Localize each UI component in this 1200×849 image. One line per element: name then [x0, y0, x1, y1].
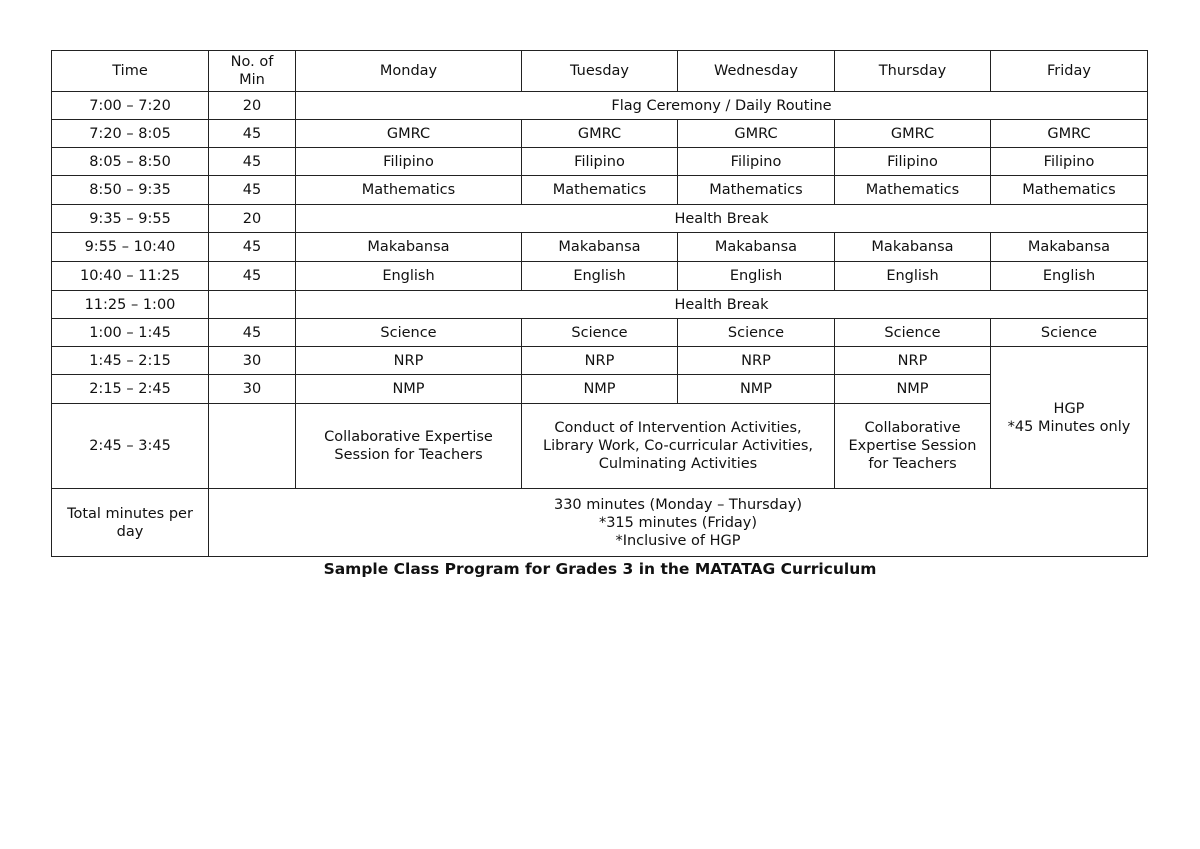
minutes-cell: 30	[209, 375, 296, 404]
text-line: HGP	[1053, 400, 1085, 417]
subject-cell: English	[991, 262, 1148, 291]
subject-cell: Mathematics	[835, 176, 991, 205]
subject-cell: GMRC	[522, 120, 678, 148]
subject-cell: Mathematics	[678, 176, 835, 205]
text-line: Total minutes per	[67, 505, 193, 522]
text-line: *45 Minutes only	[1007, 418, 1131, 435]
subject-cell: GMRC	[296, 120, 522, 148]
subject-cell: Makabansa	[991, 233, 1148, 262]
time-cell: 10:40 – 11:25	[52, 262, 209, 291]
intervention-activities-cell	[522, 404, 835, 489]
text-line: Min	[239, 72, 265, 88]
text-line: Thursday	[878, 63, 947, 79]
subject-cell: Makabansa	[522, 233, 678, 262]
minutes-cell: 45	[209, 262, 296, 291]
header-min	[209, 51, 296, 92]
minutes-cell: 45	[209, 176, 296, 205]
text-line: Session for Teachers	[334, 447, 483, 463]
header-tuesday	[522, 51, 678, 92]
total-label-cell	[52, 489, 209, 557]
text-line: day	[116, 523, 144, 540]
subject-cell: NRP	[522, 347, 678, 375]
subject-cell: Science	[522, 319, 678, 347]
text-line: Expertise Session	[848, 438, 977, 454]
subject-cell: NMP	[678, 375, 835, 404]
text-line: Monday	[379, 63, 438, 79]
text-line: Collaborative	[864, 420, 961, 436]
subject-cell: NRP	[678, 347, 835, 375]
monday-collaborative-cell	[296, 404, 522, 489]
table-row	[52, 347, 1148, 375]
table-row	[52, 262, 1148, 291]
merged-activity-cell: Flag Ceremony / Daily Routine	[296, 92, 1148, 120]
subject-cell: GMRC	[835, 120, 991, 148]
merged-activity-cell: Health Break	[296, 291, 1148, 319]
table-caption: Sample Class Program for Grades 3 in the MATATAG Curriculum	[323, 560, 877, 578]
subject-cell: Filipino	[522, 148, 678, 176]
table-row	[52, 120, 1148, 148]
text-line: Tuesday	[570, 63, 629, 79]
header-friday	[991, 51, 1148, 92]
text-line: Friday	[1047, 63, 1091, 79]
subject-cell: English	[522, 262, 678, 291]
minutes-cell: 45	[209, 233, 296, 262]
subject-cell: Science	[296, 319, 522, 347]
merged-activity-cell: Health Break	[296, 205, 1148, 233]
table-row	[52, 233, 1148, 262]
time-cell: 9:35 – 9:55	[52, 205, 209, 233]
subject-cell: English	[296, 262, 522, 291]
text-line: Culminating Activities	[598, 456, 758, 472]
friday-hgp-cell	[991, 347, 1148, 489]
table-row	[52, 92, 1148, 120]
text-line: Wednesday	[714, 63, 798, 79]
subject-cell: English	[678, 262, 835, 291]
text-line: *315 minutes (Friday)	[598, 514, 758, 531]
header-monday	[296, 51, 522, 92]
text-line: 330 minutes (Monday – Thursday)	[553, 496, 803, 513]
header-time	[52, 51, 209, 92]
subject-cell: NMP	[296, 375, 522, 404]
minutes-cell: 30	[209, 347, 296, 375]
total-row	[52, 489, 1148, 557]
time-cell: 11:25 – 1:00	[52, 291, 209, 319]
text-line: No. of	[230, 54, 274, 70]
minutes-cell: 20	[209, 205, 296, 233]
subject-cell: Filipino	[835, 148, 991, 176]
total-value-cell	[209, 489, 1148, 557]
subject-cell: GMRC	[678, 120, 835, 148]
text-line: Collaborative Expertise	[324, 429, 493, 445]
subject-cell: Science	[835, 319, 991, 347]
time-cell: 1:45 – 2:15	[52, 347, 209, 375]
text-line: *Inclusive of HGP	[615, 532, 741, 549]
time-cell: 8:05 – 8:50	[52, 148, 209, 176]
subject-cell: Mathematics	[991, 176, 1148, 205]
table-row	[52, 375, 1148, 404]
subject-cell: Science	[678, 319, 835, 347]
subject-cell: Makabansa	[678, 233, 835, 262]
text-line: Conduct of Intervention Activities,	[554, 420, 802, 436]
subject-cell: Mathematics	[522, 176, 678, 205]
time-cell: 2:15 – 2:45	[52, 375, 209, 404]
subject-cell: Makabansa	[835, 233, 991, 262]
thursday-collaborative-cell	[835, 404, 991, 489]
table-row	[52, 148, 1148, 176]
class-program-table	[51, 50, 1148, 557]
header-row	[52, 51, 1148, 92]
minutes-cell	[209, 291, 296, 319]
table-row	[52, 205, 1148, 233]
subject-cell: Makabansa	[296, 233, 522, 262]
table-row	[52, 291, 1148, 319]
time-cell: 9:55 – 10:40	[52, 233, 209, 262]
time-cell: 8:50 – 9:35	[52, 176, 209, 205]
subject-cell: Mathematics	[296, 176, 522, 205]
subject-cell: Filipino	[296, 148, 522, 176]
header-thursday	[835, 51, 991, 92]
subject-cell: GMRC	[991, 120, 1148, 148]
table-row	[52, 404, 1148, 489]
table-row	[52, 176, 1148, 205]
minutes-cell: 45	[209, 120, 296, 148]
table-row	[52, 319, 1148, 347]
text-line: Time	[112, 63, 148, 79]
time-cell: 7:20 – 8:05	[52, 120, 209, 148]
subject-cell: Filipino	[991, 148, 1148, 176]
subject-cell: Filipino	[678, 148, 835, 176]
time-cell: 7:00 – 7:20	[52, 92, 209, 120]
text-line: for Teachers	[868, 456, 957, 472]
subject-cell: NRP	[835, 347, 991, 375]
minutes-cell	[209, 404, 296, 489]
subject-cell: English	[835, 262, 991, 291]
time-cell: 2:45 – 3:45	[52, 404, 209, 489]
subject-cell: NRP	[296, 347, 522, 375]
subject-cell: Science	[991, 319, 1148, 347]
time-cell: 1:00 – 1:45	[52, 319, 209, 347]
text-line: Library Work, Co-curricular Activities,	[542, 438, 813, 454]
minutes-cell: 20	[209, 92, 296, 120]
subject-cell: NMP	[522, 375, 678, 404]
minutes-cell: 45	[209, 148, 296, 176]
header-wednesday	[678, 51, 835, 92]
minutes-cell: 45	[209, 319, 296, 347]
subject-cell: NMP	[835, 375, 991, 404]
